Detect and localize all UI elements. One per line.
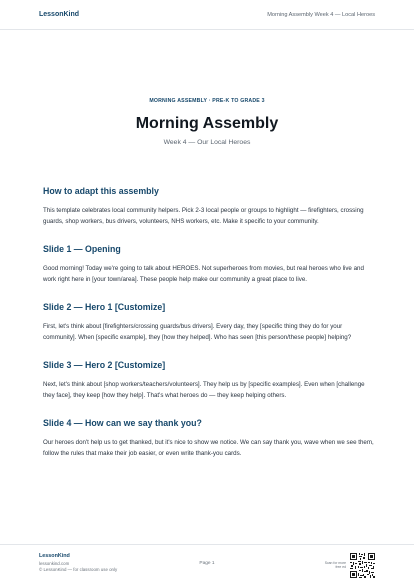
brand-logo-text: LessonKind bbox=[39, 11, 80, 18]
section-slide-2 bbox=[43, 302, 375, 343]
page-number: Page 1 bbox=[199, 561, 215, 566]
section-slide-3 bbox=[43, 360, 375, 401]
section-how-to-adapt bbox=[43, 186, 375, 227]
running-title: Morning Assembly Week 4 — Local Heroes bbox=[267, 11, 375, 18]
section-body: Next, let's think about [shop workers/teachers/volunteers]. They help us by [specific examples]. Even when [challenge they face], they keep [how they help]. That's what heroes do — they keep helping others. bbox=[43, 381, 365, 399]
section-heading: Slide 2 — Hero 1 [Customize] bbox=[43, 302, 166, 312]
section-body: Our heroes don't help us to get thanked, but it's nice to show we notice. We can say thank you, wave when we see them, follow the rules that make their job easier, or even write thank-you cards. bbox=[43, 439, 374, 457]
eyebrow-label: MORNING ASSEMBLY · PRE-K TO GRADE 3 bbox=[149, 98, 265, 104]
section-body: First, let's think about [firefighters/crossing guards/bus drivers]. Every day, they [specific thing they do for your community]. When [specific example], they [how they helped]. Who has seen [this person/these people] helping? bbox=[43, 323, 352, 341]
page-footer bbox=[0, 544, 414, 585]
section-heading: Slide 3 — Hero 2 [Customize] bbox=[43, 360, 166, 370]
section-heading: Slide 1 — Opening bbox=[43, 244, 121, 254]
section-heading: Slide 4 — How can we say thank you? bbox=[43, 418, 202, 428]
footer-brand: LessonKind bbox=[39, 553, 70, 559]
qr-code-icon bbox=[350, 553, 375, 578]
section-body: Good morning! Today we're going to talk about HEROES. Not superheroes from movies, but real heroes who live and work right here in [your town/area]. These people help make our community a great place to live. bbox=[43, 265, 364, 283]
scan-note: Scan for more free ed bbox=[324, 561, 346, 570]
page-title: Morning Assembly bbox=[135, 115, 279, 132]
section-slide-1 bbox=[43, 244, 375, 285]
section-body: This template celebrates local community helpers. Pick 2-3 local people or groups to highlight — firefighters, crossing guards, shop workers, bus drivers, volunteers, NHS workers, etc. Make it specific to your community. bbox=[43, 207, 364, 225]
section-heading: How to adapt this assembly bbox=[43, 186, 159, 196]
footer-website: lessonkind.com bbox=[39, 560, 70, 566]
section-slide-4 bbox=[43, 418, 375, 459]
document-body bbox=[43, 186, 375, 476]
page-subtitle: Week 4 — Our Local Heroes bbox=[163, 139, 251, 146]
page-header bbox=[0, 0, 414, 30]
title-block bbox=[0, 98, 414, 146]
footer-copyright: © LessonKind — for classroom use only bbox=[39, 567, 118, 572]
